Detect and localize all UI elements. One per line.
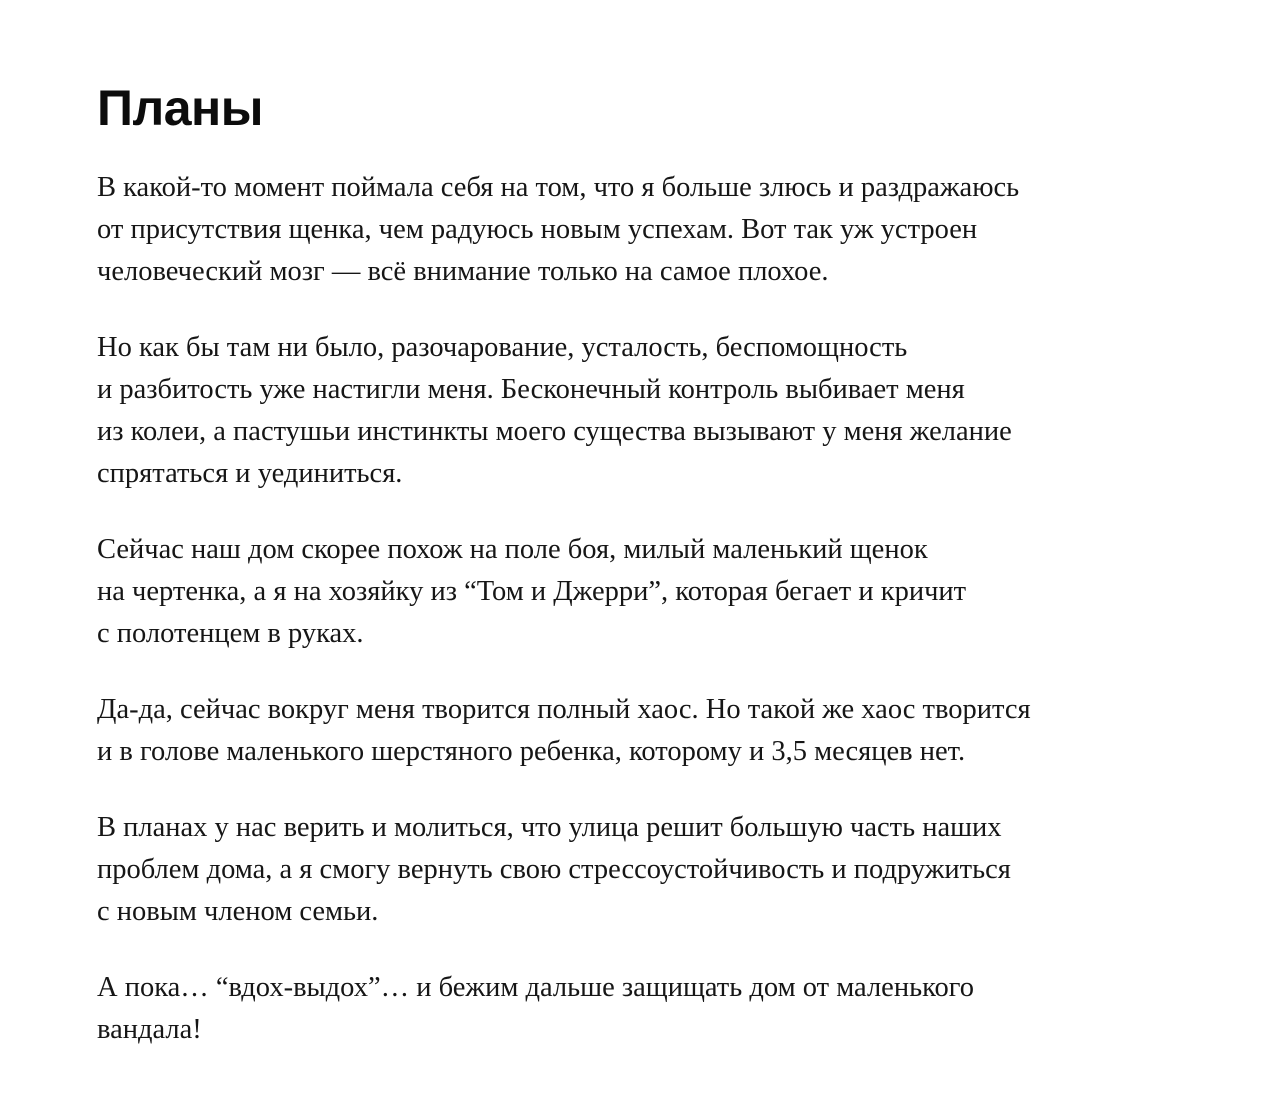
paragraph-line: спрятаться и уединиться. [97,458,403,489]
paragraph-line: с полотенцем в руках. [97,618,364,649]
paragraph-line: Сейчас наш дом скорее похож на поле боя, милый маленький щенок [97,534,928,565]
paragraph-4 [97,689,1177,773]
paragraph-line: Но как бы там ни было, разочарование, усталость, беспомощность [97,332,908,363]
paragraph-6 [97,967,1177,1051]
paragraph-line: В планах у нас верить и молиться, что улица решит большую часть наших [97,812,1002,843]
article [97,78,1177,1085]
paragraph-2 [97,327,1177,495]
paragraph-line: А пока… “вдох-выдох”… и бежим дальше защищать дом от маленького [97,972,974,1003]
paragraph-1 [97,167,1177,293]
paragraph-line: Да-да, сейчас вокруг меня творится полный хаос. Но такой же хаос творится [97,694,1031,725]
paragraph-line: и в голове маленького шерстяного ребенка, которому и 3,5 месяцев нет. [97,736,966,767]
paragraph-line: вандала! [97,1014,202,1045]
paragraph-line: В какой-то момент поймала себя на том, что я больше злюсь и раздражаюсь [97,172,1020,203]
article-body [97,167,1177,1051]
paragraph-line: с новым членом семьи. [97,896,379,927]
paragraph-line: из колеи, а пастушьи инстинкты моего существа вызывают у меня желание [97,416,1012,447]
paragraph-line: человеческий мозг — всё внимание только на самое плохое. [97,256,829,287]
article-title: Планы [97,80,263,136]
paragraph-line: на чертенка, а я на хозяйку из “Том и Джерри”, которая бегает и кричит [97,576,967,607]
paragraph-3 [97,529,1177,655]
paragraph-line: и разбитость уже настигли меня. Бесконечный контроль выбивает меня [97,374,965,405]
paragraph-5 [97,807,1177,933]
paragraph-line: проблем дома, а я смогу вернуть свою стрессоустойчивость и подружиться [97,854,1011,885]
paragraph-line: от присутствия щенка, чем радуюсь новым успехам. Вот так уж устроен [97,214,978,245]
